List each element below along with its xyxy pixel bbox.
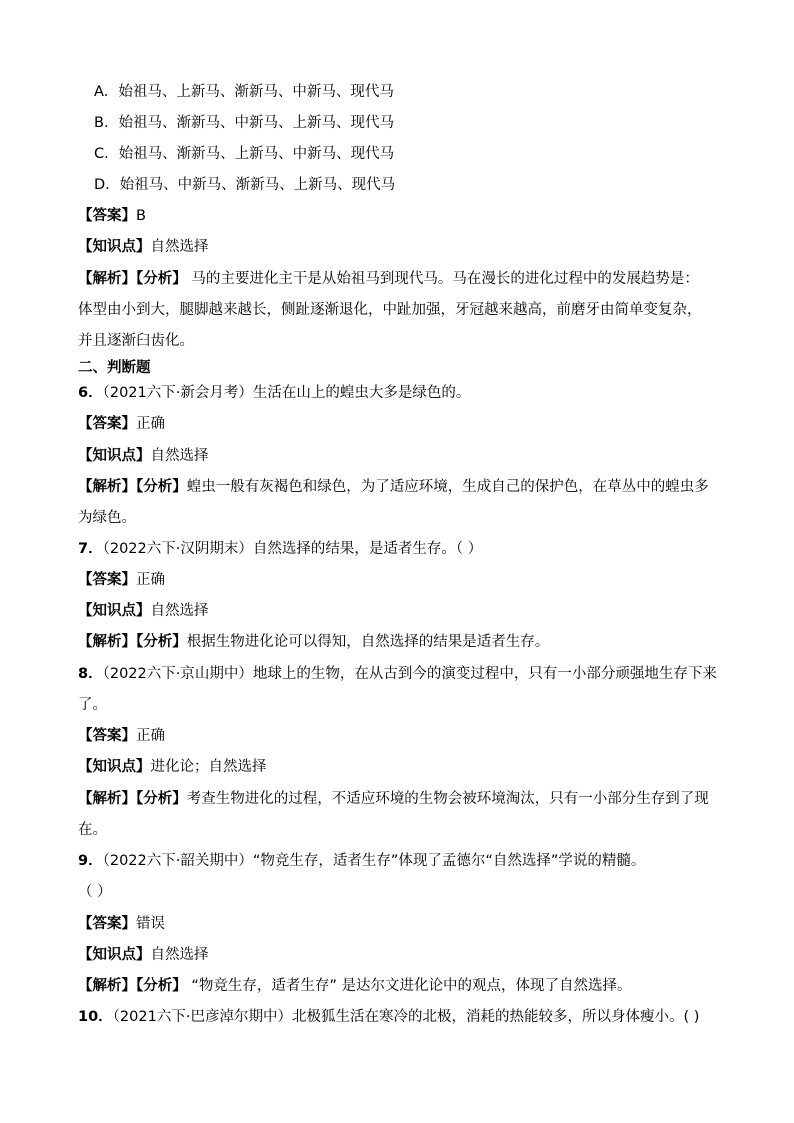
analysis-text: 根据生物进化论可以得知，自然选择的结果是适者生存。 <box>186 634 550 650</box>
q9-knowledge-line <box>78 945 728 965</box>
question-text: 北极狐生活在寒冷的北极，消耗的热能较多，所以身体瘦小。( ) <box>291 1009 700 1025</box>
q9-analysis-line <box>78 976 728 996</box>
analysis-text: 考查生物进化的过程，不适应环境的生物会被环境淘汰，只有一小部分生存到了现 <box>186 791 709 807</box>
q8-answer-line <box>78 726 728 746</box>
question-number: 8． <box>78 666 103 682</box>
analysis-text: 马的主要进化主干是从始祖马到现代马。马在漫长的进化过程中的发展趋势是： <box>186 271 699 287</box>
q5-knowledge-line <box>78 237 728 257</box>
q5-answer-line <box>78 206 728 226</box>
question-10 <box>78 1007 728 1027</box>
analysis-label: 【解析】【分析】 <box>78 791 187 807</box>
question-8 <box>78 664 728 684</box>
knowledge-label: 【知识点】 <box>78 603 151 619</box>
q9-text-cont: （ ） <box>78 884 112 900</box>
knowledge-label: 【知识点】 <box>78 239 151 255</box>
question-6 <box>78 383 728 403</box>
q6-knowledge-line <box>78 446 728 466</box>
answer-label: 【答案】 <box>78 572 136 588</box>
question-source: （2022六下·汉阴期末） <box>102 541 253 557</box>
answer-value: B <box>136 208 146 224</box>
option-c: C．始祖马、渐新马、上新马、中新马、现代马 <box>94 146 395 162</box>
analysis-label: 【解析】【分析】 <box>78 271 187 287</box>
question-text: 地球上的生物，在从古到今的演变过程中，只有一小部分顽强地生存下来 <box>252 666 717 682</box>
question-source: （2021六下·新会月考） <box>102 385 253 401</box>
analysis-text: 蝗虫一般有灰褐色和绿色，为了适应环境，生成自己的保护色，在草丛中的蝗虫多 <box>186 479 709 495</box>
answer-label: 【答案】 <box>78 916 136 932</box>
q8-knowledge-line <box>78 757 728 777</box>
knowledge-label: 【知识点】 <box>78 947 151 963</box>
q7-answer-line <box>78 570 728 590</box>
answer-value: 正确 <box>136 572 165 588</box>
q6-answer-line <box>78 414 728 434</box>
q6-analysis-line <box>78 477 728 497</box>
option-a: A．始祖马、上新马、渐新马、中新马、现代马 <box>94 84 394 100</box>
knowledge-value: 自然选择 <box>150 947 209 963</box>
option-d: D．始祖马、中新马、渐新马、上新马、现代马 <box>94 177 396 193</box>
analysis-label: 【解析】【分析】 <box>78 634 187 650</box>
analysis-label: 【解析】【分析】 <box>78 479 187 495</box>
question-number: 10． <box>78 1009 113 1025</box>
q8-analysis-line <box>78 789 728 809</box>
answer-label: 【答案】 <box>78 728 136 744</box>
answer-value: 正确 <box>136 416 165 432</box>
analysis-text: “物竞生存，适者生存” 是达尔文进化论中的观点，体现了自然选择。 <box>186 978 632 994</box>
knowledge-value: 自然选择 <box>150 239 209 255</box>
question-text: “物竞生存，适者生存”体现了孟德尔“自然选择”学说的精髓。 <box>252 853 646 869</box>
option-b: B．始祖马、渐新马、中新马、上新马、现代马 <box>94 115 394 131</box>
q8-text-cont: 了。 <box>78 697 107 713</box>
question-number: 9． <box>78 853 103 869</box>
question-7 <box>78 539 728 559</box>
analysis-label: 【解析】【分析】 <box>78 978 187 994</box>
question-text: 生活在山上的蝗虫大多是绿色的。 <box>252 385 471 401</box>
section-heading: 二、判断题 <box>78 360 151 376</box>
question-number: 6． <box>78 385 103 401</box>
q6-analysis-cont: 为绿色。 <box>78 510 136 526</box>
answer-label: 【答案】 <box>78 416 136 432</box>
knowledge-value: 自然选择 <box>150 603 209 619</box>
question-9 <box>78 851 728 871</box>
question-source: （2022六下·韶关期中） <box>102 853 253 869</box>
q9-answer-line <box>78 914 728 934</box>
answer-label: 【答案】 <box>78 208 136 224</box>
q7-knowledge-line <box>78 601 728 621</box>
q5-analysis-cont: 体型由小到大，腿脚越来越长，侧趾逐渐退化，中趾加强，牙冠越来越高，前磨牙由简单变复杂， <box>78 302 702 318</box>
knowledge-label: 【知识点】 <box>78 759 151 775</box>
answer-value: 错误 <box>136 916 165 932</box>
question-number: 7． <box>78 541 103 557</box>
q5-analysis-cont: 并且逐渐臼齿化。 <box>78 333 194 349</box>
knowledge-value: 自然选择 <box>150 448 209 464</box>
answer-value: 正确 <box>136 728 165 744</box>
knowledge-label: 【知识点】 <box>78 448 151 464</box>
question-source: （2021六下·巴彦淖尔期中） <box>112 1009 292 1025</box>
question-text: 自然选择的结果，是适者生存。（ ） <box>252 541 483 557</box>
q5-analysis-line <box>78 269 728 289</box>
knowledge-value: 进化论；自然选择 <box>150 759 267 775</box>
q7-analysis-line <box>78 632 728 652</box>
question-source: （2022六下·京山期中） <box>102 666 253 682</box>
q8-analysis-cont: 在。 <box>78 822 107 838</box>
